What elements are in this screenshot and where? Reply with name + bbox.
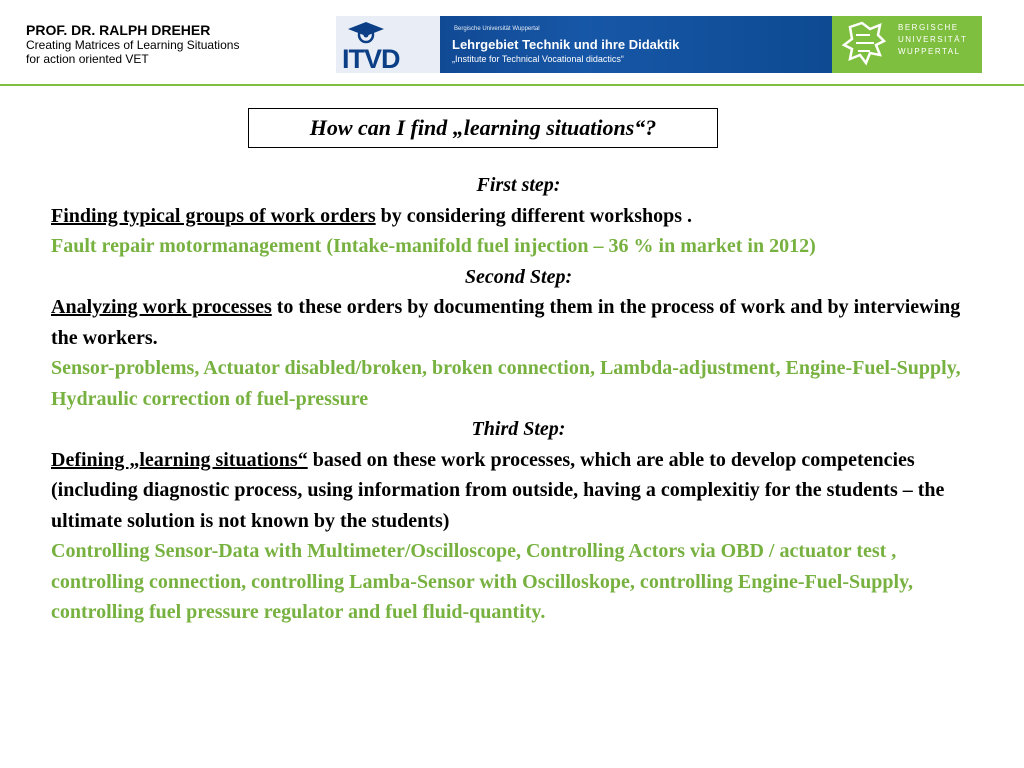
author-subtitle-line2: for action oriented VET — [26, 52, 149, 66]
question-text: How can I find „learning situations“? — [309, 115, 657, 140]
author-block — [26, 22, 239, 66]
step-3-example: Controlling Sensor-Data with Multimeter/Oscilloscope, Controlling Actors via OBD / actuator test , controlling connection, controlling Lamba-Sensor with Oscilloskope, controlling Engine-Fuel-Supply, controlling fuel pressure regulator and fuel fluid-quantity. — [51, 540, 913, 623]
step-2 — [51, 262, 986, 415]
step-1-lead-rest: by considering different workshops . — [375, 204, 692, 227]
university-name — [898, 22, 967, 58]
author-subtitle-line1: Creating Matrices of Learning Situations — [26, 38, 240, 52]
step-2-lead-underlined: Analyzing work processes — [51, 296, 272, 318]
banner-title: Lehrgebiet Technik und ihre Didaktik — [452, 37, 680, 52]
itvd-logo-text: ITVD — [342, 44, 400, 74]
step-1 — [51, 170, 986, 262]
author-name: PROF. DR. RALPH DREHER — [26, 22, 211, 38]
step-3-lead-rest: based on these work processes, which are able to develop competencies (including diagnostic process, using information from outside, having a complexitiy for the students – the ultimate solution is not known by the students) — [51, 448, 945, 532]
header-divider — [0, 84, 1024, 86]
step-1-example: Fault repair motormanagement (Intake-manifold fuel injection – 36 % in market in 2012) — [51, 235, 816, 257]
step-2-lead-rest: to these orders by documenting them in the process of work and by interviewing the workers. — [51, 296, 961, 349]
question-box — [248, 108, 718, 148]
step-3 — [51, 414, 986, 628]
graduation-cap-icon — [346, 20, 386, 46]
banner-subtitle: „Institute for Technical Vocational didactics“ — [452, 54, 624, 64]
itvd-banner — [336, 16, 832, 73]
step-2-example: Sensor-problems, Actuator disabled/broken, broken connection, Lambda-adjustment, Engine-Fuel-Supply, Hydraulic correction of fuel-pressure — [51, 357, 961, 410]
step-3-lead-underlined: Defining „learning situations“ — [51, 448, 308, 471]
university-logo — [832, 16, 982, 73]
step-1-lead-underlined: Finding typical groups of work orders — [51, 204, 376, 227]
banner-university: Bergische Universität Wuppertal — [454, 26, 540, 32]
university-name-line2: UNIVERSITÄT — [898, 35, 968, 44]
itvd-logo — [336, 16, 440, 73]
step-2-title: Second Step: — [464, 265, 573, 288]
university-name-line3: WUPPERTAL — [898, 47, 961, 56]
university-name-line1: BERGISCHE — [898, 23, 959, 32]
step-3-title: Third Step: — [471, 418, 566, 440]
lion-emblem-icon — [840, 19, 890, 69]
step-1-title: First step: — [476, 174, 561, 196]
steps-content — [51, 170, 986, 628]
